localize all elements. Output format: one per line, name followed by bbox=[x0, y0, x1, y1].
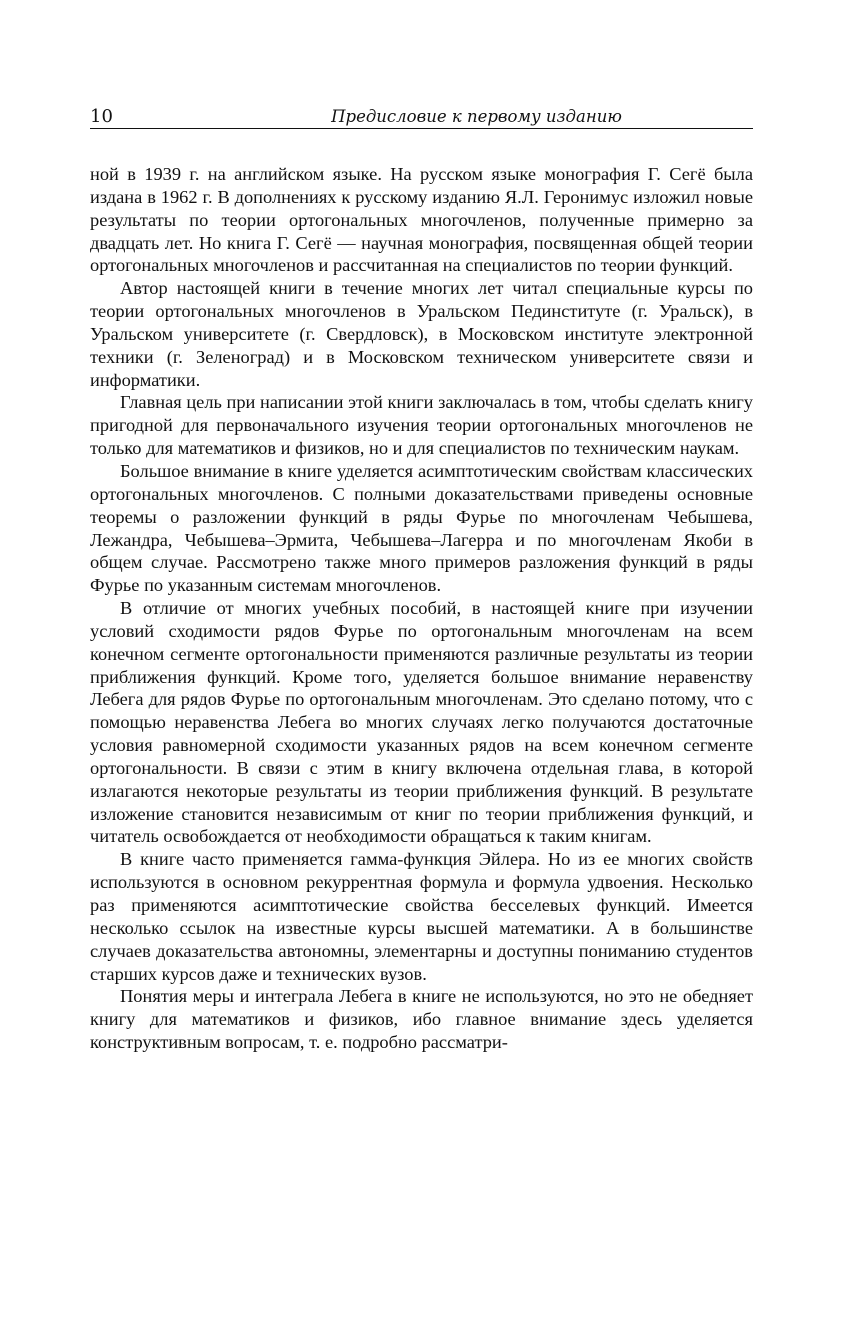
body-text bbox=[90, 163, 753, 1054]
page-number: 10 bbox=[90, 106, 113, 127]
paragraph: Главная цель при написании этой книги заключалась в том, чтобы сделать книгу пригодной для первоначального изучения теории ортогональных многочленов не только для математиков и физиков, но и для специалистов по техническим наукам. bbox=[90, 392, 753, 459]
paragraph: Большое внимание в книге уделяется асимптотическим свойствам классических ортогональных многочленов. С полными доказательствами приведены основные теоремы о разложении функций в ряды Фурье по многочленам Чебышева, Лежандра, Чебышева–Эрмита, Чебышева–Лагерра и по многочленам Якоби в общем случае. Рассмотрено также много примеров разложения функций в ряды Фурье по указанным системам многочленов. bbox=[90, 460, 753, 596]
running-head bbox=[90, 104, 753, 129]
paragraph: В отличие от многих учебных пособий, в настоящей книге при изучении условий сходимости рядов Фурье по ортогональным многочленам на всем конечном сегменте ортогональности применяются различные результаты из теории приближения функций. Кроме того, уделяется большое внимание неравенству Лебега для рядов Фурье по ортогональным многочленам. Это сделано потому, что с помощью неравенства Лебега во многих случаях легко получаются достаточные условия равномерной сходимости указанных рядов на всем конечном сегменте ортогональности. В связи с этим в книгу включена отдельная глава, в которой излагаются некоторые результаты из теории приближения функций. В результате изложение становится независимым от книг по теории приближения функций, и читатель освобождается от необходимости обращаться к таким книгам. bbox=[90, 598, 753, 847]
chapter-title: Предисловие к первому изданию bbox=[331, 107, 622, 126]
book-page bbox=[90, 104, 753, 1054]
paragraph: В книге часто применяется гамма-функция Эйлера. Но из ее многих свойств используются в основном рекуррентная формула и формула удвоения. Несколько раз применяются асимптотические свойства бесселевых функций. Имеется несколько ссылок на известные курсы высшей математики. А в большинстве случаев доказательства автономны, элементарны и доступны пониманию студентов старших курсов даже и технических вузов. bbox=[90, 849, 753, 984]
paragraph: Понятия меры и интеграла Лебега в книге не используются, но это не обедняет книгу для математиков и физиков, ибо главное внимание здесь уделяется конструктивным вопросам, т. е. подробно рассматри- bbox=[90, 986, 753, 1053]
paragraph-continuation: ной в 1939 г. на английском языке. На русском языке монография Г. Сегё была издана в 1962 г. В дополнениях к русскому изданию Я.Л. Геронимус изложил новые результаты по теории ортогональных многочленов, полученные примерно за двадцать лет. Но книга Г. Сегё — научная монография, посвященная общей теории ортогональных многочленов и рассчитанная на специалистов по теории функций. bbox=[90, 164, 753, 276]
paragraph: Автор настоящей книги в течение многих лет читал специальные курсы по теории ортогональных многочленов в Уральском Пединституте (г. Уральск), в Уральском университете (г. Свердловск), в Московском институте электронной техники (г. Зеленоград) и в Московском техническом университете связи и информатики. bbox=[90, 278, 753, 390]
